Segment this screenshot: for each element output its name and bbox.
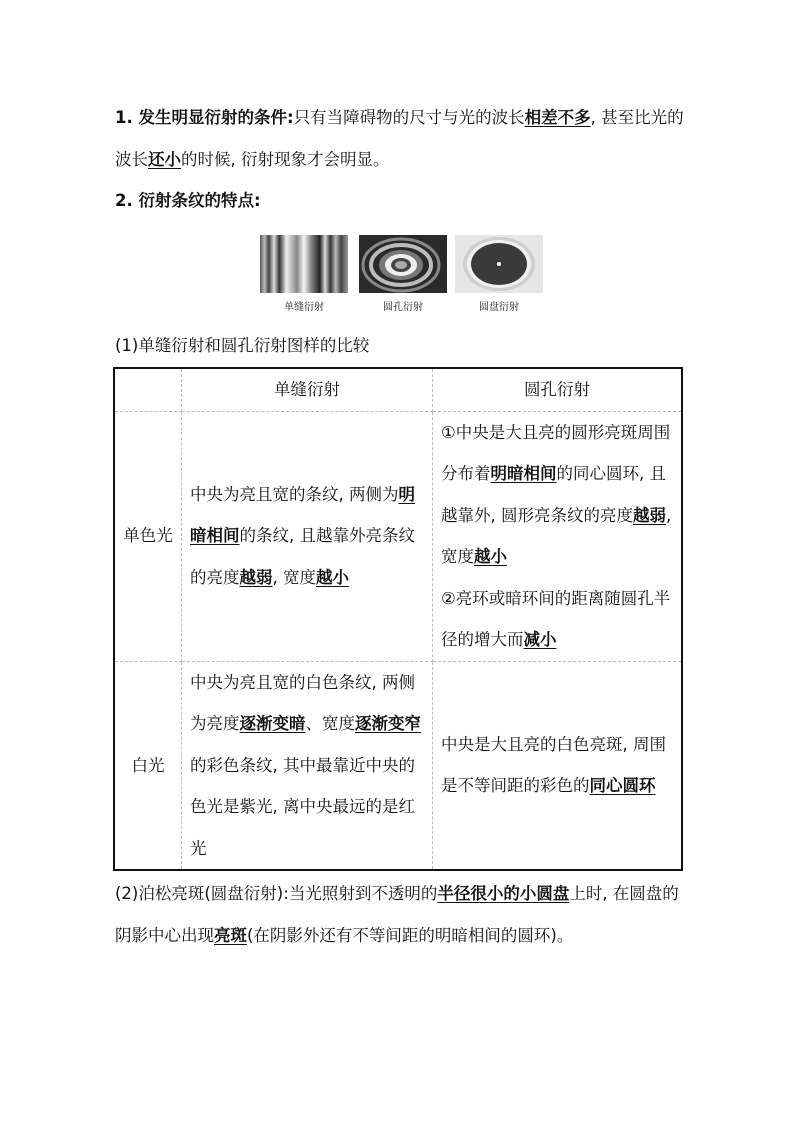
circular-hole-caption: 圆孔衍射	[383, 302, 423, 313]
circular-hole-figure	[359, 235, 447, 314]
table-row-monochromatic	[114, 411, 682, 661]
mono-circ-text-c: , 宽度	[441, 505, 672, 566]
mono-single-text-a: 中央为亮且宽的条纹, 两侧为	[190, 484, 399, 504]
mono-circular-hole-cell	[433, 411, 683, 661]
mono-circ-emphasis-3: 越小	[474, 547, 507, 566]
section1-text-a: 只有当障碍物的尺寸与光的波长	[293, 108, 525, 127]
section1-emphasis-a: 相差不多	[524, 108, 591, 127]
mono-single-text-c: , 宽度	[272, 567, 316, 587]
single-slit-caption: 单缝衍射	[284, 302, 324, 313]
diffraction-figures	[260, 235, 540, 315]
table-header-row	[114, 368, 682, 411]
white-circ-emphasis-1: 同心圆环	[589, 776, 656, 796]
poisson-label: (2)泊松亮斑(圆盘衍射):	[115, 884, 289, 903]
section1-paragraph	[115, 97, 685, 181]
mono-single-text-b: 的条纹, 且越靠外亮条纹的亮度	[190, 526, 415, 587]
single-slit-pattern-image	[260, 235, 348, 293]
mono-circ-text-a: ①中央是大且亮的圆形亮斑周围分布着	[441, 422, 671, 483]
section2-heading	[115, 180, 685, 222]
poisson-text-b: 上时, 在圆盘的阴影中心出现	[115, 884, 679, 945]
header-single-slit: 单缝衍射	[182, 368, 433, 411]
header-blank-cell	[114, 368, 182, 411]
poisson-emphasis-a: 半径很小的小圆盘	[437, 884, 570, 903]
mono-circ-emphasis-2: 越弱	[633, 505, 666, 525]
poisson-emphasis-b: 亮斑	[214, 926, 247, 945]
mono-circ-text-d: ②亮环或暗环间的距离随圆孔半径的增大而	[441, 588, 671, 649]
white-single-emphasis-1: 逐渐变暗	[239, 714, 306, 733]
row-label-monochromatic: 单色光	[114, 411, 182, 661]
table-row-white-light	[114, 661, 682, 870]
mono-single-emphasis-2: 越弱	[239, 567, 273, 587]
comparison-caption-text: (1)单缝衍射和圆孔衍射图样的比较	[115, 336, 370, 355]
circular-disk-figure	[455, 235, 543, 314]
section1-text-b: , 甚至比光的波长	[115, 108, 684, 169]
mono-circ-emphasis-1: 明暗相间	[490, 464, 557, 483]
section1-text-c: 的时候, 衍射现象才会明显。	[181, 150, 390, 169]
circular-disk-caption: 圆盘衍射	[479, 302, 519, 313]
section1-emphasis-b: 还小	[148, 150, 181, 169]
comparison-table	[113, 367, 683, 871]
single-slit-figure	[260, 235, 348, 314]
white-single-text-c: 的彩色条纹, 其中最靠近中央的色光是紫光, 离中央最远的是红光	[190, 755, 415, 858]
white-single-text-a: 中央为亮且宽的白色条纹, 两侧为亮度	[190, 672, 415, 733]
white-circular-hole-cell	[433, 661, 683, 870]
mono-circ-emphasis-4: 减小	[523, 630, 557, 649]
mono-circ-text-b: 的同心圆环, 且越靠外, 圆形亮条纹的亮度	[441, 464, 666, 525]
comparison-caption	[115, 325, 685, 367]
white-circ-text-a: 中央是大且亮的白色亮斑, 周围是不等间距的彩色的	[441, 734, 666, 796]
poisson-text-c: (在阴影外还有不等间距的明暗相间的圆环)。	[247, 926, 574, 945]
white-single-text-b: 、宽度	[305, 714, 355, 733]
poisson-text-a: 当光照射到不透明的	[288, 884, 438, 903]
white-single-emphasis-2: 逐渐变窄	[355, 714, 421, 733]
mono-single-emphasis-3: 越小	[316, 567, 349, 587]
circular-disk-pattern-image	[455, 235, 543, 293]
mono-single-slit-cell	[182, 411, 433, 661]
circular-hole-pattern-image	[359, 235, 447, 293]
poisson-paragraph	[115, 873, 685, 957]
row-label-white-light: 白光	[114, 661, 182, 870]
section2-label: 2. 衍射条纹的特点:	[115, 191, 261, 210]
white-single-slit-cell	[182, 661, 433, 870]
header-circular-hole: 圆孔衍射	[433, 368, 683, 411]
section1-label: 1. 发生明显衍射的条件:	[115, 108, 294, 127]
mono-single-emphasis-1: 明暗相间	[190, 484, 415, 546]
